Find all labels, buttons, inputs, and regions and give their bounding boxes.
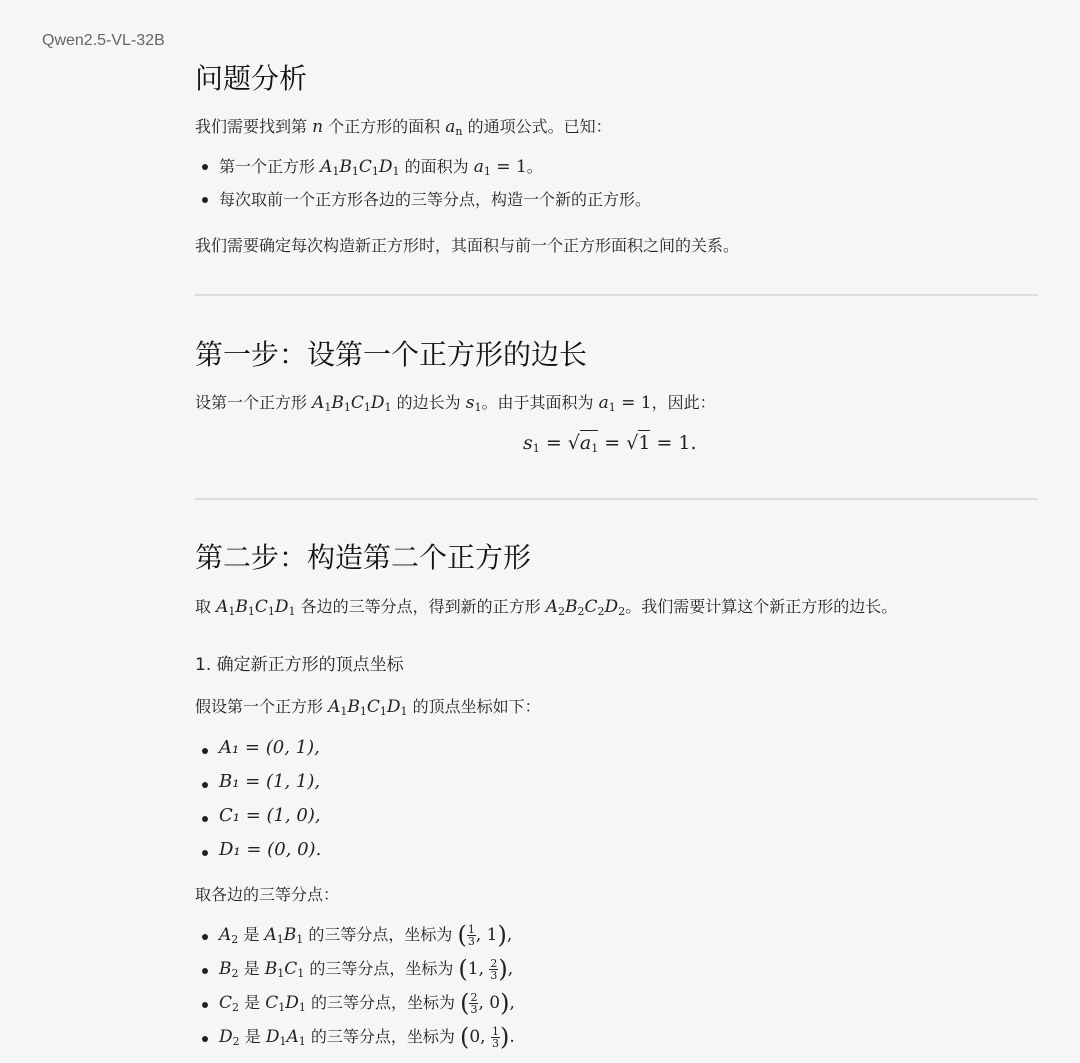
math-n: n <box>312 117 324 137</box>
list-item: 第一个正方形 $A_1B_1C_1D_1$ 的面积为 $a_1 = 1$。 <box>195 153 651 181</box>
vertex-item: C₁ = (1, 0), <box>195 802 321 836</box>
vertex-item: B₁ = (1, 1), <box>195 768 321 802</box>
step-two-paragraph: 取 $A_1B_1C_1D_1$ 各边的三等分点，得到新的正方形 $A_2B_2C_2D_2$。我们需要计算这个新正方形的边长。 <box>195 597 898 618</box>
trisect-item: $C_2$ 是 $C_1D_1$ 的三等分点，坐标为 ( $\frac{2}{3}$ , 0), <box>195 988 515 1022</box>
heading-step-one: 第一步：设第一个正方形的边长 <box>195 338 588 371</box>
intro-text: 我们需要找到第 <box>195 117 308 136</box>
vertex-item: A₁ = (0, 1), <box>195 734 321 768</box>
intro-paragraph <box>195 114 612 137</box>
step-label: 1. 确定新正方形的顶点坐标 <box>195 655 404 675</box>
model-tag: Qwen2.5-VL-32B <box>42 32 165 49</box>
trisect-item: $A_2$ 是 $A_1B_1$ 的三等分点，坐标为 ( $\frac{1}{3}$ , 1), <box>195 920 515 954</box>
list-item: 每次取前一个正方形各边的三等分点，构造一个新的正方形。 <box>195 185 651 215</box>
intro-text: 个正方形的面积 <box>328 117 441 136</box>
trisect-list <box>195 920 515 1056</box>
math-an: $a_n$ <box>445 117 463 138</box>
vertex-item: D₁ = (0, 0). <box>195 836 321 870</box>
divider <box>195 498 1038 500</box>
assume-paragraph: 假设第一个正方形 $A_1B_1C_1D_1$ 的顶点坐标如下： <box>195 697 541 718</box>
closing-paragraph: 我们需要确定每次构造新正方形时，其面积与前一个正方形面积之间的关系。 <box>195 236 740 255</box>
trisect-label: 取各边的三等分点： <box>195 885 340 904</box>
step-one-paragraph: 设第一个正方形 $A_1B_1C_1D_1$ 的边长为 $s_1$。由于其面积为 $a_1 = 1$，因此： <box>195 393 716 414</box>
heading-step-two: 第二步：构造第二个正方形 <box>195 541 532 574</box>
equation-s1: $s_1 = √a_1 = √1 = 1$. <box>523 432 697 455</box>
given-list <box>195 153 651 215</box>
divider <box>195 294 1038 296</box>
intro-text: 的通项公式。已知： <box>467 117 612 136</box>
vertex-list <box>195 734 321 870</box>
heading-problem-analysis: 问题分析 <box>195 62 308 95</box>
trisect-item: $B_2$ 是 $B_1C_1$ 的三等分点，坐标为 (1, $\frac{2}{3}$ ), <box>195 954 515 988</box>
trisect-item: $D_2$ 是 $D_1A_1$ 的三等分点，坐标为 (0, $\frac{1}{3}$ ). <box>195 1022 515 1056</box>
